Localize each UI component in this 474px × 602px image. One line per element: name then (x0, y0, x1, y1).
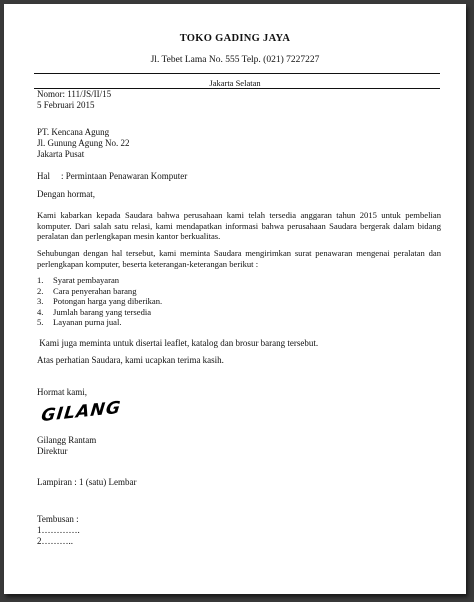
list-item (37, 275, 162, 286)
recipient-address: Jl. Gunung Agung No. 22 (37, 138, 130, 148)
paragraph-thanks: Atas perhatian Saudara, kami ucapkan terima kasih. (37, 355, 224, 365)
signer-name: Gilangg Rantam (37, 435, 97, 445)
list-item (37, 317, 162, 328)
paragraph-request: Sehubungan dengan hal tersebut, kami meminta Saudara mengirimkan surat penawaran mengenai peralatan dan perlengkapan komputer, beserta keterangan-keterangan berikut : (37, 248, 441, 269)
list-item-text: Cara penyerahan barang (53, 285, 137, 296)
closing-salutation: Hormat kami, (37, 387, 87, 397)
company-address: Jl. Tebet Lama No. 555 Telp. (021) 7227227 (150, 55, 320, 65)
paragraph-attachments: Kami juga meminta untuk disertai leaflet, katalog dan brosur barang tersebut. (37, 338, 319, 348)
requirements-list (37, 275, 162, 328)
subject-value: : Permintaan Penawaran Komputer (61, 171, 188, 181)
list-item-text: Layanan purna jual. (53, 317, 122, 327)
attachment-note: Lampiran : 1 (satu) Lembar (37, 477, 137, 487)
list-item-text: Syarat pembayaran (53, 275, 120, 285)
list-item-text: Potongan harga yang diberikan. (53, 296, 163, 306)
letterhead-divider (34, 73, 440, 74)
list-item-number: 1. (37, 275, 44, 285)
recipient-city: Jakarta Pusat (37, 149, 85, 159)
list-item-number: 4. (37, 306, 44, 317)
handwritten-signature: GILANG (40, 397, 123, 427)
list-item-number: 5. (37, 317, 44, 327)
letter-date: 5 Februari 2015 (37, 100, 95, 110)
cc-label: Tembusan : (37, 514, 79, 524)
cc-line-2: 2……….. (37, 536, 73, 546)
list-item-number: 3. (37, 296, 44, 306)
list-item (37, 286, 162, 297)
letter-number: Nomor: 111/JS/II/15 (37, 89, 112, 99)
list-item (37, 307, 162, 318)
company-city: Jakarta Selatan (209, 78, 261, 88)
list-item (37, 296, 162, 307)
list-item-number: 2. (37, 285, 44, 296)
paragraph-intro: Kami kabarkan kepada Saudara bahwa perusahaan kami telah tersedia anggaran tahun 2015 untuk pembelian komputer. Dari salah satu relasi, kami mendapatkan informasi bahwa perusahaan Saudara bergerak dalam bidang peralatan dan perlengkapan mesin kantor berkualitas. (37, 210, 441, 242)
subject-label: Hal (37, 171, 50, 181)
company-name: TOKO GADING JAYA (179, 33, 291, 44)
recipient-name: PT. Kencana Agung (37, 127, 110, 137)
greeting: Dengan hormat, (37, 189, 95, 199)
signer-title: Direktur (37, 446, 68, 456)
list-item-text: Jumlah barang yang tersedia (53, 306, 152, 317)
cc-line-1: 1…………. (37, 525, 80, 535)
letter-page (4, 4, 466, 594)
